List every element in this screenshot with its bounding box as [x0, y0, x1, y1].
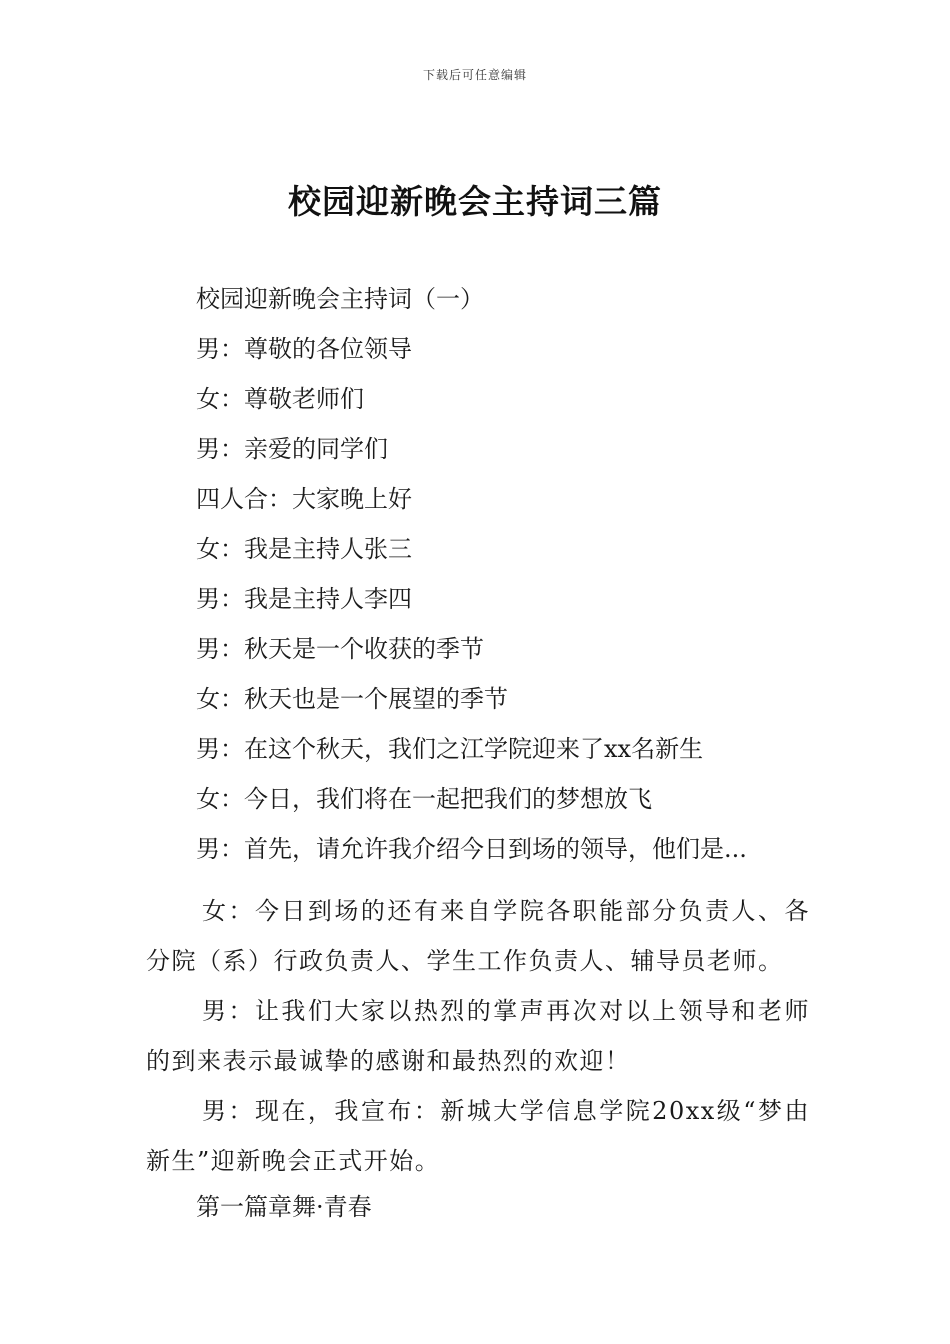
script-line: 男：亲爱的同学们: [196, 435, 388, 463]
header-note: 下载后可任意编辑: [422, 68, 527, 82]
script-paragraph: 男：现在，我宣布：新城大学信息学院20xx级“梦由新生”迎新晚会正式开始。: [146, 1097, 810, 1175]
subtitle-line: 校园迎新晚会主持词（一）: [196, 285, 484, 313]
script-line: 男：尊敬的各位领导: [196, 335, 412, 363]
script-line: 女：我是主持人张三: [196, 535, 412, 563]
script-line: 四人合：大家晚上好: [196, 485, 412, 513]
document-body: [146, 280, 810, 1238]
script-line: 女：尊敬老师们: [196, 385, 364, 413]
script-line: 男：在这个秋天，我们之江学院迎来了xx名新生: [196, 735, 704, 763]
script-line: 女：秋天也是一个展望的季节: [196, 685, 508, 713]
script-line: 男：秋天是一个收获的季节: [196, 635, 484, 663]
script-paragraph: 男：让我们大家以热烈的掌声再次对以上领导和老师的到来表示最诚挚的感谢和最热烈的欢迎！: [146, 997, 810, 1075]
paragraph-group: [146, 886, 810, 1186]
script-line: 女：今日，我们将在一起把我们的梦想放飞: [196, 785, 652, 813]
script-line: 男：首先，请允许我介绍今日到场的领导，他们是...: [196, 835, 747, 863]
script-paragraph: 女：今日到场的还有来自学院各职能部分负责人、各分院（系）行政负责人、学生工作负责人、辅导员老师。: [146, 897, 810, 975]
script-line: 男：我是主持人李四: [196, 585, 412, 613]
document-title: 校园迎新晚会主持词三篇: [288, 182, 662, 221]
section-heading: 第一篇章舞·青春: [196, 1193, 372, 1221]
